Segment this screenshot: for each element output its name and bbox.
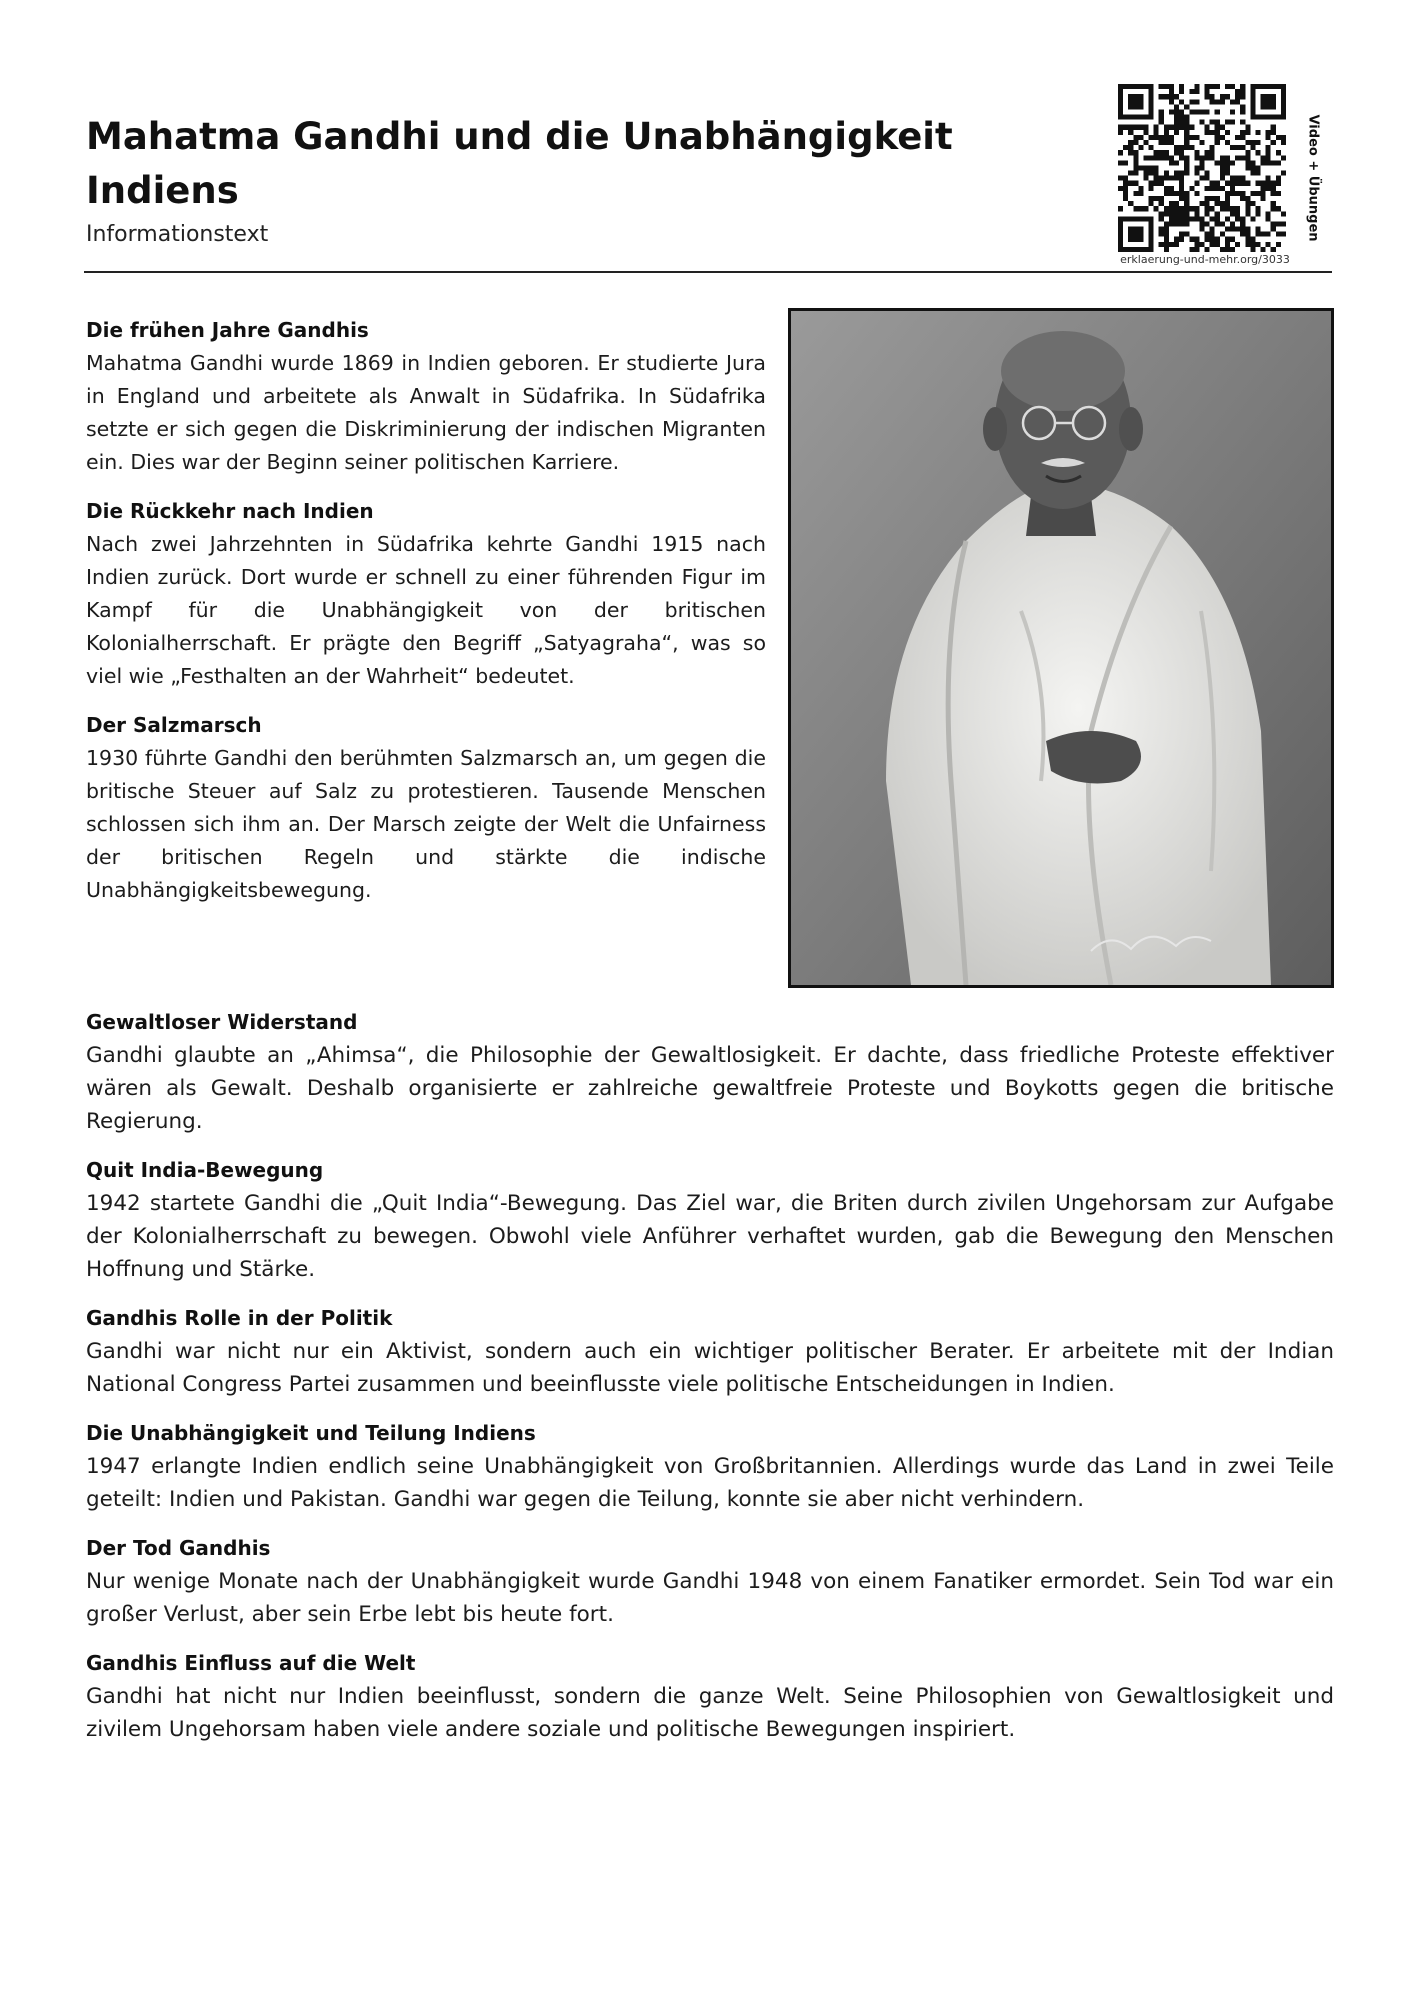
page-title: Mahatma Gandhi und die Unabhängigkeit Indiens [86,115,953,212]
section-fruehe-jahre [86,314,766,479]
section-heading: Gewaltloser Widerstand [86,1010,358,1034]
section-text: Gandhi hat nicht nur Indien beeinflusst, sondern die ganze Welt. Seine Philosophien von Gewaltlosigkeit und zivilem Ungehorsam haben viele andere soziale und politische Bewegungen inspiriert. [86,1684,1334,1742]
section-heading: Gandhis Rolle in der Politik [86,1306,393,1330]
section-heading: Quit India-Bewegung [86,1158,324,1182]
qr-url-link[interactable]: erklaerung-und-mehr.org/3033 [1120,253,1290,266]
section-heading: Die frühen Jahre Gandhis [86,318,369,342]
section-politik [86,1302,1334,1401]
qr-code-icon[interactable] [1114,84,1290,252]
portrait-photo [788,308,1334,988]
section-text: 1947 erlangte Indien endlich seine Unabhängigkeit von Großbritannien. Allerdings wurde das Land in zwei Teile geteilt: Indien und Pakistan. Gandhi war gegen die Teilung, konnte sie aber nicht verhindern. [86,1454,1334,1512]
section-heading: Der Tod Gandhis [86,1536,271,1560]
section-salzmarsch [86,709,766,907]
section-text: Mahatma Gandhi wurde 1869 in Indien geboren. Er studierte Jura in England und arbeitete als Anwalt in Südafrika. In Südafrika setzte er sich gegen die Diskriminierung der indischen Migranten ein. Dies war der Beginn seiner politischen Karriere. [86,351,766,474]
section-text: Nur wenige Monate nach der Unabhängigkeit wurde Gandhi 1948 von einem Fanatiker ermordet. Sein Tod war ein großer Verlust, aber sein Erbe lebt bis heute fort. [86,1569,1334,1627]
qr-side-label [1303,108,1323,248]
section-text: Gandhi war nicht nur ein Aktivist, sondern auch ein wichtiger politischer Berater. Er arbeitete mit der Indian National Congress Partei zusammen und beeinflusste viele politische Entscheidungen in Indien. [86,1339,1334,1397]
page-subtitle: Informationstext [86,222,269,247]
section-text: 1942 startete Gandhi die „Quit India“-Bewegung. Das Ziel war, die Briten durch zivilen Ungehorsam zur Aufgabe der Kolonialherrschaft zu bewegen. Obwohl viele Anführer verhaftet wurden, gab die Bewegung den Menschen Hoffnung und Stärke. [86,1191,1334,1282]
section-tod [86,1532,1334,1631]
video-uebungen-label: Video + Übungen [1305,114,1321,242]
section-text: Nach zwei Jahrzehnten in Südafrika kehrte Gandhi 1915 nach Indien zurück. Dort wurde er schnell zu einer führenden Figur im Kampf für die Unabhängigkeit von der britischen Kolonialherrschaft. Er prägte den Begriff „Satyagraha“, was so viel wie „Festhalten an der Wahrheit“ bedeutet. [86,532,766,688]
section-heading: Gandhis Einfluss auf die Welt [86,1651,416,1675]
section-rueckkehr [86,495,766,693]
section-heading: Die Rückkehr nach Indien [86,499,374,523]
header [86,110,1006,250]
section-quit-india [86,1154,1334,1286]
section-text: Gandhi glaubte an „Ahimsa“, die Philosophie der Gewaltlosigkeit. Er dachte, dass friedliche Proteste effektiver wären als Gewalt. Deshalb organisierte er zahlreiche gewaltfreie Proteste und Boykotts gegen die britische Regierung. [86,1043,1334,1134]
section-gewaltloser-widerstand [86,1006,1334,1138]
header-divider [84,271,1332,273]
section-text: 1930 führte Gandhi den berühmten Salzmarsch an, um gegen die britische Steuer auf Salz zu protestieren. Tausende Menschen schlossen sich ihm an. Der Marsch zeigte der Welt die Unfairness der britischen Regeln und stärkte die indische Unabhängigkeitsbewegung. [86,746,766,902]
section-heading: Der Salzmarsch [86,713,262,737]
section-heading: Die Unabhängigkeit und Teilung Indiens [86,1421,536,1445]
section-einfluss [86,1647,1334,1746]
left-column [86,314,766,923]
full-width-column [86,1006,1334,1762]
section-unabhaengigkeit-teilung [86,1417,1334,1516]
